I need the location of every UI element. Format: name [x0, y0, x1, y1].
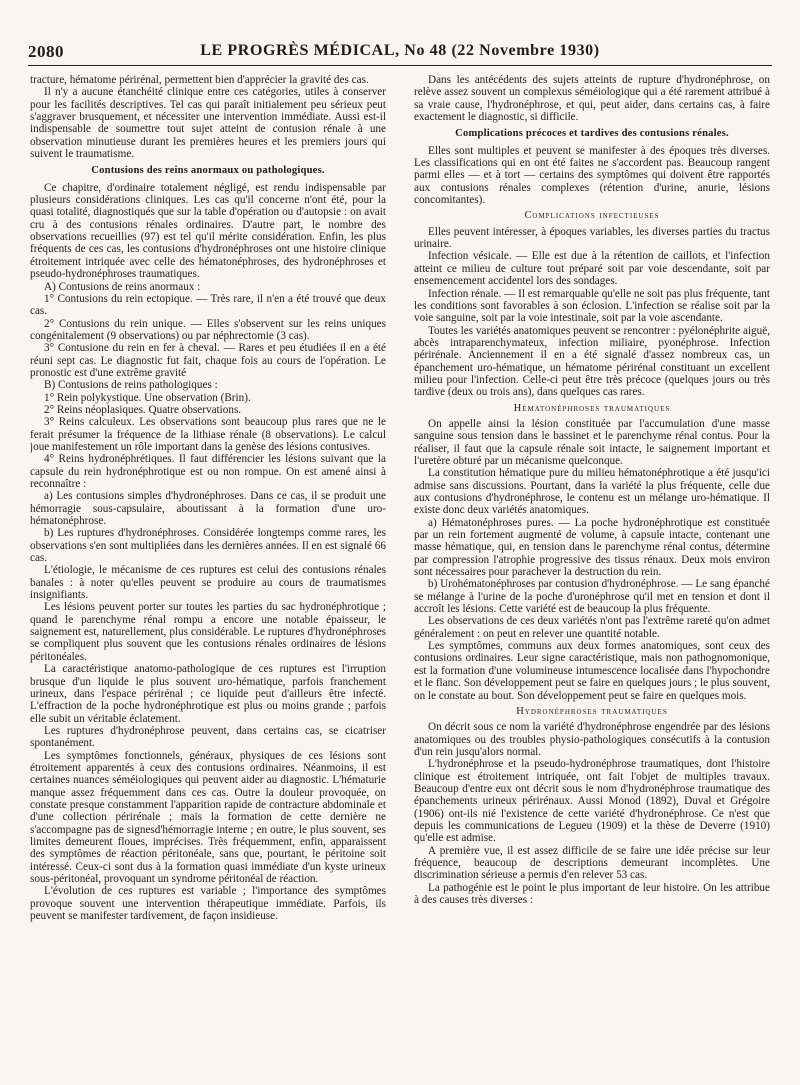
paragraph: a) Hématonéphroses pures. — La poche hydronéphrotique est constituée par un rein fortement augmenté de volume, à capsule intacte, contenant une masse hématique, qui, en tension dans le parenchyme rénal contus, détermine par compression l'atrophie progressive des tissus rénaux. Deux mois environ sont nécessaires pour parachever la destruction du rein. [414, 516, 770, 579]
paragraph: La constitution hématique pure du milieu hématonéphrotique a été jusqu'ici admise sans discussions. Pourtant, dans la variété la plus fréquente, celle due aux contusions d'hydronéphrose, le contenu est un mélange uro-hématique. Il existe donc deux variétés anatomiques. [414, 467, 770, 517]
paragraph: b) Urohématonéphroses par contusion d'hydronéphrose. — Le sang épanché se mélange à l'urine de la poche d'uronéphrose qu'il met en tension et dont il accroît les lésions. Cette variété est de beaucoup la plus fréquente. [414, 578, 770, 616]
paragraph: Dans les antécédents des sujets atteints de rupture d'hydronéphrose, on relève assez souvent un complexus séméiologique qui a été rarement attribué à sa vraie cause, l'hydronéphrose, et qui, peut aider, dans certains cas, à faire exactement le diagnostic, si difficile. [414, 74, 770, 124]
page-number: 2080 [28, 42, 64, 61]
paragraph: b) Les ruptures d'hydronéphroses. Considérée longtemps comme rares, les observations s'en sont multipliées dans les dernières années. Il en est signalé 66 cas. [30, 527, 386, 565]
paragraph: Les observations de ces deux variétés n'ont pas l'extrême rareté qu'on admet généralement : on peut en relever une quantité notable. [414, 615, 770, 640]
paragraph: L'hydronéphrose et la pseudo-hydronéphrose traumatiques, dont l'histoire clinique est étroitement intriquée, ont fait l'objet de multiples travaux. Beaucoup d'entre eux ont décrit sous le nom d'hydronéphrose traumatique des épanchements urineux périrénaux. Aussi Monod (1892), Duval et Grégoire (1906) ont-ils nié l'existence de cette variété d'hydronéphrose. Ce n'est que depuis les communications de Legueu (1909) et la thèse de Deverre (1910) qu'elle est admise. [414, 758, 770, 845]
paragraph: La caractéristique anatomo-pathologique de ces ruptures est l'irruption brusque d'un liquide le plus souvent uro-hématique, parfois franchement urineux, dans l'espace périrénal ; ce liquide peut d'ailleurs être infecté. L'effraction de la poche hydronéphrotique est plus ou moins grande ; parfois elle subit un véritable éclatement. [30, 663, 386, 725]
paragraph: On appelle ainsi la lésion constituée par l'accumulation d'une masse sanguine sous tension dans le bassinet et le parenchyme rénal contus. Pour la réaliser, il faut que la capsule rénale soit intacte, le saignement important et l'uretère obturé par un mécanisme quelconque. [414, 417, 770, 467]
paragraph: B) Contusions de reins pathologiques : [44, 379, 218, 392]
paragraph: Les symptômes fonctionnels, généraux, physiques de ces lésions sont étroitement apparentés à ceux des contusions ordinaires. Néanmoins, il est certaines nuances séméiologiques qui peuvent aider au diagnostic. L'hématurie manque assez fréquemment dans ces cas. Outre la douleur provoquée, on constate presque constamment l'apparition rapide de contracture abdominale et d'une collection périrénale ; mais la formation de cette dernière ne s'accompagne pas de signesd'hémorragie interne ; en outre, le plus souvent, ses limites demeurent floues, imprécises. Très fréquemment, enfin, apparaissent des symptômes de réaction péritonéale, sans que, pourtant, le péritoine soit intéressé. Ceux-ci sont dus à la formation quasi immédiate d'un kyste urineux sous-péritonéal, provoquant un syndrome péritonéal de réaction. [30, 749, 386, 885]
header-rule [28, 65, 772, 66]
paragraph: Il n'y a aucune étanchéité clinique entre ces catégories, utiles à conserver pour les facilités descriptives. Tel cas qui paraît initialement peu sérieux peut s'aggraver brusquement, et nécessiter une intervention immédiate. Aussi est-il indispensable de soumettre tout sujet atteint de contusion rénale à une observation minutieuse durant les premières heures et les premiers jours qui suivent le traumatisme. [30, 86, 386, 161]
paragraph: a) Les contusions simples d'hydronéphroses. Dans ce cas, il se produit une hémorragie sous-capsulaire, aboutissant à la formation d'une uro-hématonéphrose. [30, 490, 386, 528]
paragraph: Elles peuvent intéresser, à époques variables, les diverses parties du tractus urinaire. [414, 225, 770, 251]
section-heading: Complications précoces et tardives des contusions rénales. [455, 128, 729, 140]
paragraph: Ce chapitre, d'ordinaire totalement négligé, est rendu indispensable par plusieurs considérations cliniques. Les cas qu'il concerne n'ont été, pour la quasi totalité, diagnostiqués que sur la table d'opération ou d'autopsie : on avait cru à des contusions rénales ordinaires. D'autre part, le nombre des observations recueillies (97) est tel qu'il mérite considération. Enfin, les plus fréquents de ces cas, les contusions d'hydronéphroses ont une histoire clinique étroitement intriquée avec celle des hématonéphroses, des hydronéphroses et pseudo-hydronéphroses traumatiques. [30, 181, 386, 281]
paragraph: Toutes les variétés anatomiques peuvent se rencontrer : pyélonéphrite aiguë, abcès intraparenchymateux, infection miliaire, pyonéphrose. Infection périrénale. Anciennement il en a été signalé d'assez nombreux cas, un épanchement uro-hématique, un hématome périrénal constituant un excellent milieu pour l'infection. Celle-ci peut être très précoce (quelques jours ou très tardive (deux ou trois ans), dans quelques cas rares. [414, 324, 770, 399]
page-header [28, 38, 772, 66]
left-column [30, 74, 386, 1074]
paragraph: tracture, hématome périrénal, permettent bien d'apprécier la gravité des cas. [30, 74, 369, 86]
paragraph: 3° Reins calculeux. Les observations sont beaucoup plus rares que ne le ferait présumer la fréquence de la lithiase rénale (8 observations). Le calcul joue manifestement un rôle important dans la genèse des lésions contusives. [30, 416, 386, 453]
paragraph: 4° Reins hydronéphrétiques. Il faut différencier les lésions suivant que la capsule du rein hydronéphrotique est ou non rompue. On est amené ainsi à reconnaître : [30, 453, 386, 490]
section-heading: Contusions des reins anormaux ou pathologiques. [91, 165, 325, 177]
paragraph: 3° Contusione du rein en fer à cheval. — Rares et peu étudiées il en a été réuni sept cas. Le diagnostic fut fait, chaque fois au cours de l'opération. Le pronostic est d'une extrême gravité [30, 342, 386, 379]
paragraph: Les lésions peuvent porter sur toutes les parties du sac hydronéphrotique ; quand le parenchyme rénal rompu a encore une notable épaisseur, le saignement est, naturellement, plus considérable. Le ruptures d'hydronéphroses se compliquent plus souvent que les contusions rénales ordinaires de lésions péritonéales. [30, 601, 386, 663]
subsection-heading: Hydronéphroses traumatiques [516, 705, 668, 717]
paragraph: A première vue, il est assez difficile de se faire une idée précise sur leur fréquence, beaucoup de descriptions demeurant incomplètes. Une discrimination sérieuse a permis d'en relever 53 cas. [414, 844, 770, 882]
paragraph: 1° Contusions du rein ectopique. — Très rare, il n'en a été trouvé que deux cas. [30, 292, 386, 318]
paragraph: L'étiologie, le mécanisme de ces ruptures est celui des contusions rénales banales : à noter qu'elles peuvent se produire au cours de traumatismes insignifiants. [30, 564, 386, 602]
journal-title: LE PROGRÈS MÉDICAL, No 48 (22 Novembre 1930) [200, 42, 600, 59]
paragraph: Infection vésicale. — Elle est due à la rétention de caillots, et l'infection atteint ce milieu de culture tout préparé soit par voie descendante, soit par ensemencement accidentel lors des sondages. [414, 250, 770, 288]
subsection-heading: Complications infectieuses [524, 210, 660, 222]
paragraph: Les ruptures d'hydronéphrose peuvent, dans certains cas, se cicatriser spontanément. [30, 724, 386, 750]
paragraph: Les symptômes, communs aux deux formes anatomiques, sont ceux des contusions ordinaires. Leur signe caractéristique, mais non pathognomonique, est la formation d'une volumineuse intumescence localisée dans l'hypochondre et le flanc. Son développement peut se faire en quelques jours ; le plus souvent, on le constate au bout. Son développement peut se faire en quelques mois. [414, 640, 770, 702]
paragraph: 2° Reins néoplasiques. Quatre observations. [44, 403, 242, 416]
paragraph: 1° Rein polykystique. Une observation (Brin). [44, 391, 251, 404]
paragraph: L'évolution de ces ruptures est variable ; l'importance des symptômes provoque souvent une intervention thérapeutique immédiate. Parfois, ils peuvent se manifester tardivement, de façon insidieuse. [30, 885, 386, 923]
paragraph: Elles sont multiples et peuvent se manifester à des époques très diverses. Les classifications qui en ont été faites ne s'accordent pas. Beaucoup rangent parmi elles — et à tort — certains des symptômes qui doivent être rapportés aux contusions rénales complexes (rétention d'urine, anurie, lésions concomitantes). [414, 144, 770, 207]
paragraph: On décrit sous ce nom la variété d'hydronéphrose engendrée par des lésions anatomiques ou des troubles physio-pathologiques consécutifs à la contusion d'un rein jusqu'alors normal. [414, 721, 770, 758]
subsection-heading: Hématonéphroses traumatiques [513, 402, 671, 414]
paragraph: Infection rénale. — Il est remarquable qu'elle ne soit pas plus fréquente, tant les conditions sont favorables à son éclosion. L'infection se réalise soit par la voie sanguine, soit par la voie intestinale, soit par la voie ascendante. [414, 287, 770, 325]
paragraph: A) Contusions de reins anormaux : [44, 280, 201, 293]
paragraph: La pathogénie est le point le plus important de leur histoire. On les attribue à des causes très diverses : [414, 881, 770, 906]
right-column [414, 74, 770, 1074]
paragraph: 2° Contusions du rein unique. — Elles s'observent sur les reins uniques congénitalement (9 observations) ou par néphrectomie (3 cas). [30, 317, 386, 342]
article-body [30, 74, 770, 1074]
